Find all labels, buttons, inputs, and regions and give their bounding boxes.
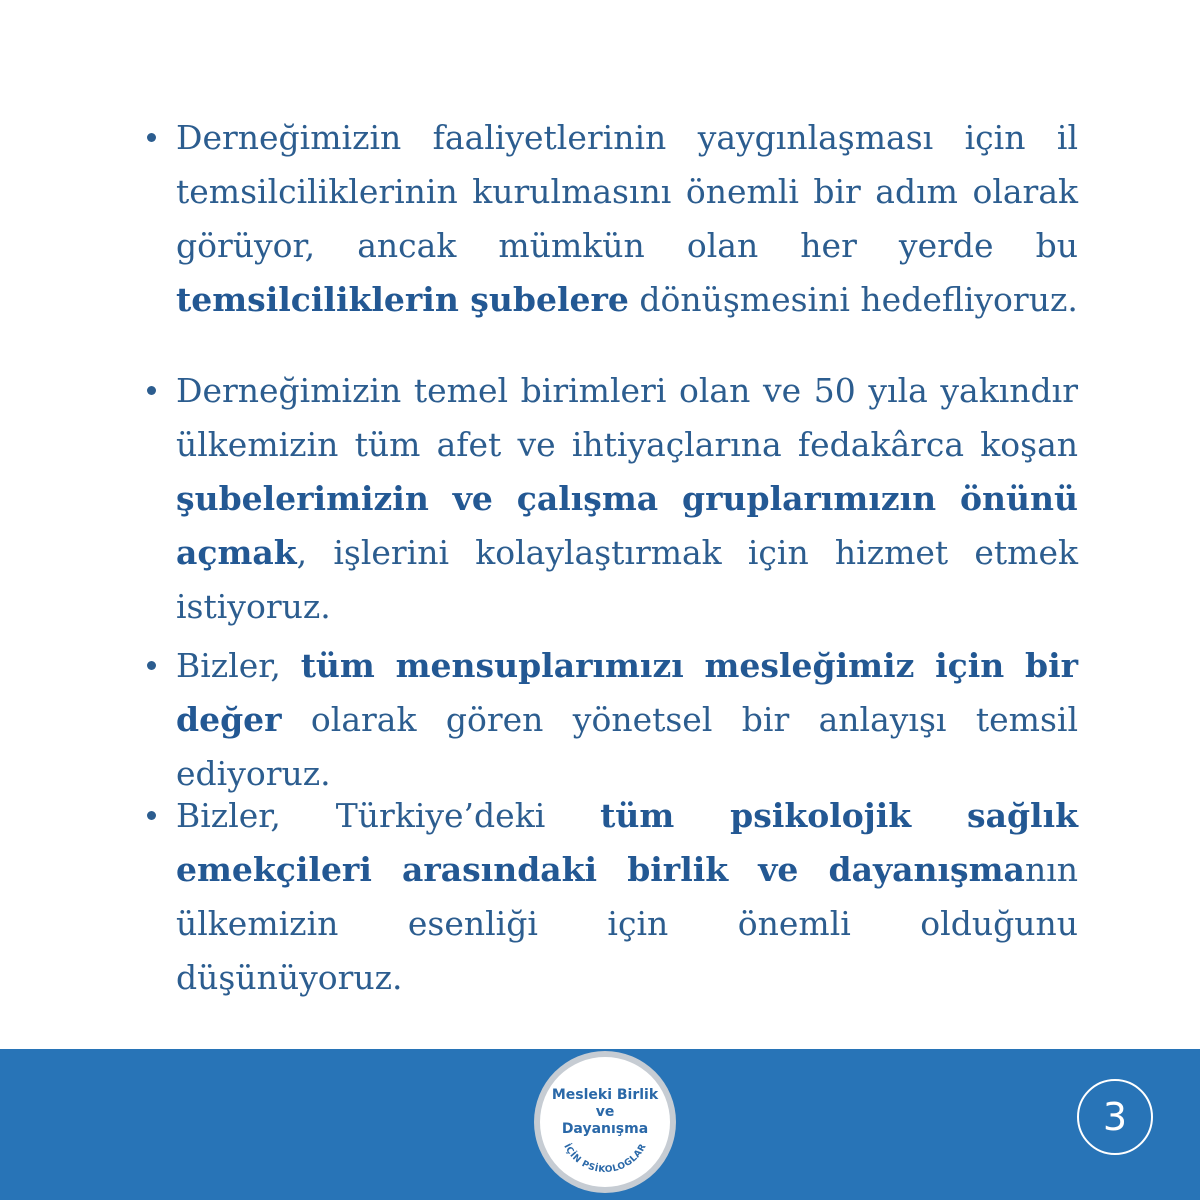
bullet-1: [176, 111, 1078, 327]
bullet-3-text: Bizler, tüm mensuplarımızı mesleğimiz için bir değer olarak gören yönetsel bir anlayışı temsil ediyoruz.: [176, 646, 1078, 793]
page-number-badge: [1077, 1079, 1153, 1155]
bullet-1-text: Derneğimizin faaliyetlerinin yaygınlaşması için il temsilciliklerinin kurulmasını önemli bir adım olarak görüyor, ancak mümkün olan her yerde bu temsilciliklerin şubelere dönüşmesini hedefliyoruz.: [176, 118, 1078, 319]
logo-title: Mesleki Birlik ve Dayanışma: [551, 1087, 659, 1137]
bullet-2-text: Derneğimizin temel birimleri olan ve 50 yıla yakındır ülkemizin tüm afet ve ihtiyaçlarına fedakârca koşan şubelerimizin ve çalışma gruplarımızın önünü açmak, işlerini kolaylaştırmak için hizmet etmek istiyoruz.: [176, 371, 1078, 626]
bullet-dot: [147, 133, 156, 142]
bullet-dot: [147, 811, 156, 820]
logo: [540, 1057, 670, 1187]
bullet-3: [176, 639, 1078, 801]
svg-text:İÇİN PSİKOLOGLAR: İÇİN PSİKOLOGLAR: [561, 1142, 649, 1176]
bullet-4: [176, 789, 1078, 1005]
bullet-dot: [147, 386, 156, 395]
bullet-2: [176, 364, 1078, 634]
logo-arc-text: [540, 1057, 670, 1187]
page-number: 3: [1102, 1095, 1128, 1139]
bullet-dot: [147, 661, 156, 670]
bullet-4-text: Bizler, Türkiye’deki tüm psikolojik sağlık emekçileri arasındaki birlik ve dayanışmanın ülkemizin esenliği için önemli olduğunu düşünüyoruz.: [176, 796, 1078, 997]
